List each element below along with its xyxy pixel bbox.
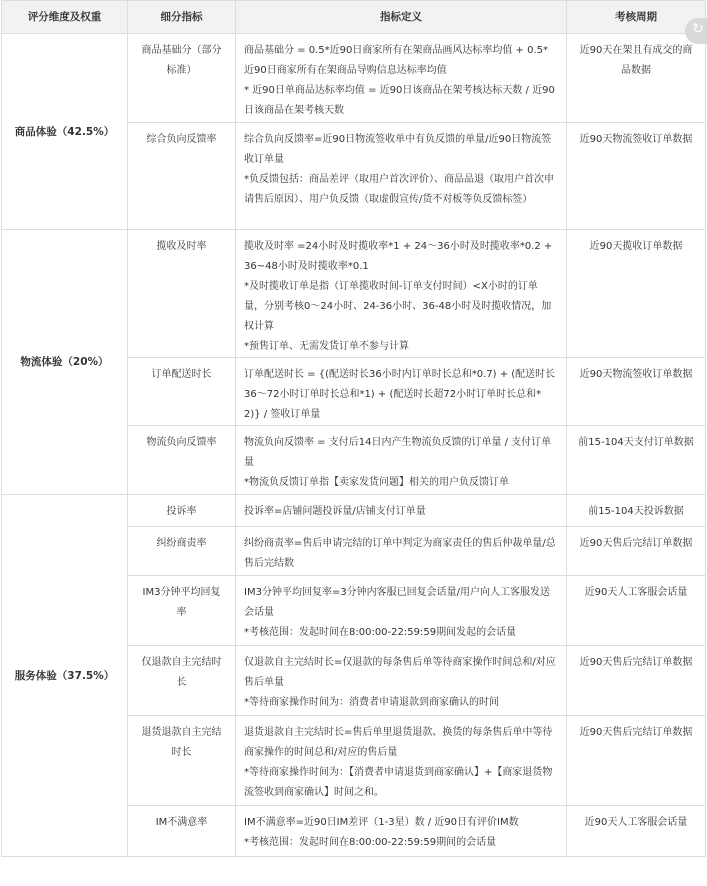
definition-cell <box>236 716 567 806</box>
definition-line: 商品基础分 = 0.5*近90日商家所有在架商品画风达标率均值 + 0.5*近90日商家所有在架商品导购信息达标率均值 <box>244 45 549 76</box>
definition-line: 订单配送时长 = {(配送时长36小时内订单时长总和*0.7) + (配送时长36～72小时订单时长总和*1) + (配送时长超72小时订单时长总和*2)} / 签收订单量 <box>244 369 556 420</box>
period-cell: 近90天揽收订单数据 <box>567 230 706 358</box>
metric-cell: 商品基础分（部分标准） <box>128 34 236 123</box>
definition-line: *考核范围：发起时间在8:00:00-22:59:59期间的会话量 <box>244 837 497 848</box>
definition-cell <box>236 576 567 646</box>
definition-line: *物流负反馈订单指【卖家发货问题】相关的用户负反馈订单 <box>244 477 509 488</box>
metric-cell: 退货退款自主完结时长 <box>128 716 236 806</box>
definition-line: 揽收及时率 =24小时及时揽收率*1 + 24～36小时及时揽收率*0.2 + 36~48小时及时揽收率*0.1 <box>244 241 553 272</box>
dimension-cell: 物流体验（20%） <box>2 230 128 495</box>
definition-line: IM不满意率=近90日IM差评（1-3星）数 / 近90日有评价IM数 <box>244 817 519 828</box>
period-cell: 近90天售后完结订单数据 <box>567 646 706 716</box>
header-definition: 指标定义 <box>236 1 567 34</box>
definition-line: *等待商家操作时间为：消费者申请退款到商家确认的时间 <box>244 697 499 708</box>
metric-cell: 物流负向反馈率 <box>128 426 236 495</box>
metric-cell: 订单配送时长 <box>128 358 236 426</box>
definition-line: 投诉率=店铺问题投诉量/店铺支付订单量 <box>244 506 426 517</box>
table-row <box>2 230 706 358</box>
table-row <box>2 34 706 123</box>
metric-cell: IM不满意率 <box>128 806 236 857</box>
period-cell: 近90天在架且有成交的商品数据 <box>567 34 706 123</box>
definition-cell <box>236 123 567 230</box>
period-cell: 近90天售后完结订单数据 <box>567 527 706 576</box>
definition-line: 仅退款自主完结时长=仅退款的每条售后单等待商家操作时间总和/对应售后单量 <box>244 657 556 688</box>
definition-line: * 近90日单商品达标率均值 = 近90日该商品在架考核达标天数 / 近90日该商品在架考核天数 <box>244 85 555 116</box>
table-header-row <box>2 1 706 34</box>
period-cell: 近90天物流签收订单数据 <box>567 123 706 230</box>
definition-line: 退货退款自主完结时长=售后单里退货退款、换货的每条售后单中等待商家操作的时间总和/对应的售后量 <box>244 727 553 758</box>
definition-line: 物流负向反馈率 = 支付后14日内产生物流负反馈的订单量 / 支付订单量 <box>244 437 552 468</box>
definition-line: *等待商家操作时间为：【消费者申请退货到商家确认】+【商家退货物流签收到商家确认】时间之和。 <box>244 767 553 798</box>
definition-line: *预售订单、无需发货订单不参与计算 <box>244 341 409 352</box>
dimension-cell: 商品体验（42.5%） <box>2 34 128 230</box>
header-period: 考核周期 <box>567 1 706 34</box>
definition-cell <box>236 358 567 426</box>
metric-cell: IM3分钟平均回复率 <box>128 576 236 646</box>
definition-cell <box>236 230 567 358</box>
definition-line: 纠纷商责率=售后申请完结的订单中判定为商家责任的售后仲裁单量/总售后完结数 <box>244 538 556 569</box>
scoring-table <box>1 0 706 857</box>
definition-line: *考核范围：发起时间在8:00:00-22:59:59期间发起的会话量 <box>244 627 517 638</box>
refresh-icon[interactable] <box>685 18 707 44</box>
definition-cell <box>236 527 567 576</box>
period-cell: 近90天人工客服会话量 <box>567 806 706 857</box>
definition-cell <box>236 34 567 123</box>
metric-cell: 综合负向反馈率 <box>128 123 236 230</box>
definition-cell <box>236 646 567 716</box>
metric-cell: 仅退款自主完结时长 <box>128 646 236 716</box>
definition-cell <box>236 495 567 527</box>
definition-cell <box>236 426 567 495</box>
definition-cell <box>236 806 567 857</box>
definition-line: 综合负向反馈率=近90日物流签收单中有负反馈的单量/近90日物流签收订单量 <box>244 134 552 165</box>
table-row <box>2 495 706 527</box>
metric-cell: 投诉率 <box>128 495 236 527</box>
metric-cell: 纠纷商责率 <box>128 527 236 576</box>
definition-line: *负反馈包括：商品差评（取用户首次评价）、商品品退（取用户首次申请售后原因）、用户负反馈（取虚假宣传/货不对板等负反馈标签） <box>244 174 554 205</box>
metric-cell: 揽收及时率 <box>128 230 236 358</box>
period-cell: 前15-104天投诉数据 <box>567 495 706 527</box>
definition-line: IM3分钟平均回复率=3分钟内客服已回复会话量/用户向人工客服发送会话量 <box>244 587 551 618</box>
header-dimension: 评分维度及权重 <box>2 1 128 34</box>
dimension-cell: 服务体验（37.5%） <box>2 495 128 857</box>
period-cell: 前15-104天支付订单数据 <box>567 426 706 495</box>
header-metric: 细分指标 <box>128 1 236 34</box>
definition-line: *及时揽收订单是指（订单揽收时间-订单支付时间）<X小时的订单量，分别考核0～24小时、24-36小时、36-48小时及时揽收情况，加权计算 <box>244 281 552 332</box>
period-cell: 近90天物流签收订单数据 <box>567 358 706 426</box>
period-cell: 近90天人工客服会话量 <box>567 576 706 646</box>
period-cell: 近90天售后完结订单数据 <box>567 716 706 806</box>
